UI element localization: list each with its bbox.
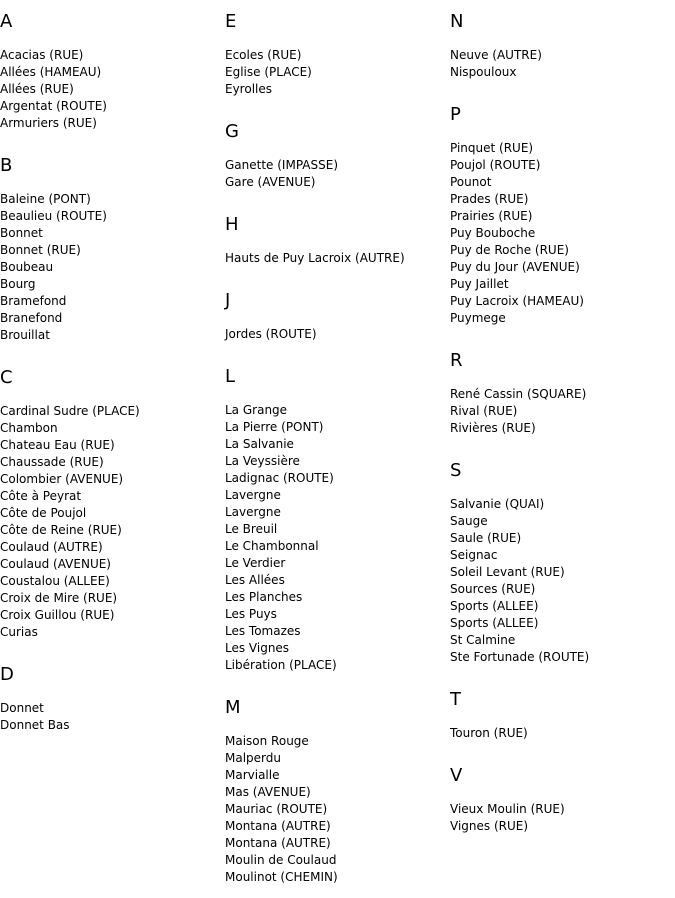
street-name: Gare (AVENUE) <box>225 175 316 189</box>
street-name: Prairies (RUE) <box>450 209 533 223</box>
street-name: Le Verdier <box>225 556 286 570</box>
street-name: Puy Lacroix (HAMEAU) <box>450 294 584 308</box>
street-name: Soleil Levant (RUE) <box>450 565 565 579</box>
street-name: Baleine (PONT) <box>0 192 91 206</box>
letter-heading: N <box>450 11 464 32</box>
street-name: St Calmine <box>450 633 516 647</box>
street-name: Sports (ALLEE) <box>450 616 539 630</box>
street-name: La Salvanie <box>225 437 294 451</box>
street-name: Eyrolles <box>225 82 272 96</box>
street-name: Pinquet (RUE) <box>450 141 534 155</box>
street-name: Bourg <box>0 277 36 291</box>
letter-group <box>450 678 675 754</box>
street-name: Donnet <box>0 701 44 715</box>
street-name: Moulinot (CHEMIN) <box>225 870 338 884</box>
street-name: Mauriac (ROUTE) <box>225 802 328 816</box>
street-name: Armuriers (RUE) <box>0 116 97 130</box>
group-spacer <box>0 734 225 746</box>
street-name: Touron (RUE) <box>450 726 528 740</box>
street-name: Bramefond <box>0 294 67 308</box>
street-name: Pounot <box>450 175 492 189</box>
street-name: Les Vignes <box>225 641 290 655</box>
street-name: Malperdu <box>225 751 281 765</box>
letter-heading: A <box>0 11 13 32</box>
group-spacer <box>0 344 225 356</box>
street-name: Les Planches <box>225 590 303 604</box>
street-name: Vignes (RUE) <box>450 819 529 833</box>
street-name: Ecoles (RUE) <box>225 48 302 62</box>
group-spacer <box>225 674 450 686</box>
street-name: Bonnet (RUE) <box>0 243 81 257</box>
letter-heading: H <box>225 214 239 235</box>
letter-heading: V <box>450 765 463 786</box>
letter-heading: E <box>225 11 237 32</box>
street-name: Les Tomazes <box>225 624 301 638</box>
street-name: Chambon <box>0 421 58 435</box>
street-name: Rivières (RUE) <box>450 421 536 435</box>
street-name: Allées (HAMEAU) <box>0 65 102 79</box>
letter-heading: D <box>0 664 14 685</box>
letter-group <box>225 203 450 279</box>
street-name: Seignac <box>450 548 498 562</box>
letter-heading: B <box>0 155 13 176</box>
street-name: Donnet Bas <box>0 718 70 732</box>
street-name: Le Breuil <box>225 522 278 536</box>
street-name: Allées (RUE) <box>0 82 74 96</box>
group-spacer <box>450 327 675 339</box>
index-column <box>225 0 450 898</box>
street-name: Côte de Reine (RUE) <box>0 523 122 537</box>
letter-heading: P <box>450 104 461 125</box>
letter-heading: L <box>225 366 236 387</box>
letter-group <box>0 653 225 746</box>
letter-group <box>225 110 450 203</box>
street-name: René Cassin (SQUARE) <box>450 387 587 401</box>
street-name: Sports (ALLEE) <box>450 599 539 613</box>
letter-heading: G <box>225 121 239 142</box>
street-name: Croix de Mire (RUE) <box>0 591 118 605</box>
street-name: Les Puys <box>225 607 277 621</box>
letter-group <box>225 0 450 110</box>
letter-group <box>0 356 225 653</box>
street-name: Boubeau <box>0 260 54 274</box>
street-name: Libération (PLACE) <box>225 658 337 672</box>
street-name: Sauge <box>450 514 488 528</box>
street-name: Sources (RUE) <box>450 582 536 596</box>
group-spacer <box>450 742 675 754</box>
street-name: La Pierre (PONT) <box>225 420 324 434</box>
street-name: Chaussade (RUE) <box>0 455 104 469</box>
street-name: Brouillat <box>0 328 50 342</box>
group-spacer <box>225 886 450 898</box>
street-name: La Veyssière <box>225 454 300 468</box>
letter-heading: M <box>225 697 241 718</box>
street-name: Croix Guillou (RUE) <box>0 608 115 622</box>
street-name: Côte à Peyrat <box>0 489 82 503</box>
street-name: Eglise (PLACE) <box>225 65 312 79</box>
group-spacer <box>450 437 675 449</box>
group-spacer <box>225 343 450 355</box>
street-name: Les Allées <box>225 573 285 587</box>
street-name: Marvialle <box>225 768 280 782</box>
street-name: La Grange <box>225 403 288 417</box>
street-name: Moulin de Coulaud <box>225 853 337 867</box>
letter-group <box>225 686 450 898</box>
street-name: Saule (RUE) <box>450 531 522 545</box>
letter-group <box>450 93 675 339</box>
street-name: Poujol (ROUTE) <box>450 158 541 172</box>
street-name: Mas (AVENUE) <box>225 785 311 799</box>
street-name: Nispouloux <box>450 65 517 79</box>
street-name: Ste Fortunade (ROUTE) <box>450 650 590 664</box>
street-name: Prades (RUE) <box>450 192 529 206</box>
group-spacer <box>225 267 450 279</box>
street-name: Montana (AUTRE) <box>225 819 331 833</box>
letter-group <box>450 754 675 847</box>
street-name: Bonnet <box>0 226 43 240</box>
group-spacer <box>225 191 450 203</box>
group-spacer <box>0 641 225 653</box>
letter-heading: C <box>0 367 13 388</box>
street-name: Coulaud (AVENUE) <box>0 557 111 571</box>
street-name: Ladignac (ROUTE) <box>225 471 334 485</box>
group-spacer <box>450 81 675 93</box>
letter-heading: S <box>450 460 462 481</box>
index-column <box>0 0 225 746</box>
group-spacer <box>225 98 450 110</box>
street-name: Lavergne <box>225 505 281 519</box>
street-name: Côte de Poujol <box>0 506 87 520</box>
letter-group <box>450 449 675 678</box>
street-name: Cardinal Sudre (PLACE) <box>0 404 140 418</box>
street-name: Coustalou (ALLEE) <box>0 574 110 588</box>
street-name: Puy de Roche (RUE) <box>450 243 569 257</box>
street-name: Puy du Jour (AVENUE) <box>450 260 580 274</box>
letter-group <box>225 279 450 355</box>
street-name: Argentat (ROUTE) <box>0 99 107 113</box>
street-name: Maison Rouge <box>225 734 309 748</box>
street-name: Puy Jaillet <box>450 277 509 291</box>
street-name: Chateau Eau (RUE) <box>0 438 115 452</box>
street-name: Jordes (ROUTE) <box>225 327 317 341</box>
street-name: Puy Bouboche <box>450 226 536 240</box>
street-name: Ganette (IMPASSE) <box>225 158 338 172</box>
street-name: Hauts de Puy Lacroix (AUTRE) <box>225 251 405 265</box>
street-name: Le Chambonnal <box>225 539 319 553</box>
street-name: Vieux Moulin (RUE) <box>450 802 565 816</box>
group-spacer <box>0 132 225 144</box>
street-name: Acacias (RUE) <box>0 48 84 62</box>
street-name: Colombier (AVENUE) <box>0 472 124 486</box>
street-name: Salvanie (QUAI) <box>450 497 545 511</box>
street-name: Rival (RUE) <box>450 404 518 418</box>
street-name: Lavergne <box>225 488 281 502</box>
street-name: Puymege <box>450 311 506 325</box>
letter-group <box>0 144 225 356</box>
street-name: Coulaud (AUTRE) <box>0 540 103 554</box>
letter-group <box>450 339 675 449</box>
street-name: Branefond <box>0 311 63 325</box>
street-name: Neuve (AUTRE) <box>450 48 542 62</box>
letter-group <box>225 355 450 686</box>
street-name: Beaulieu (ROUTE) <box>0 209 107 223</box>
group-spacer <box>450 666 675 678</box>
letter-heading: T <box>450 689 461 710</box>
index-column <box>450 0 675 847</box>
group-spacer <box>450 835 675 847</box>
letter-group <box>450 0 675 93</box>
street-name: Curias <box>0 625 38 639</box>
letter-heading: J <box>225 290 231 311</box>
street-name: Montana (AUTRE) <box>225 836 331 850</box>
letter-group <box>0 0 225 144</box>
letter-heading: R <box>450 350 463 371</box>
